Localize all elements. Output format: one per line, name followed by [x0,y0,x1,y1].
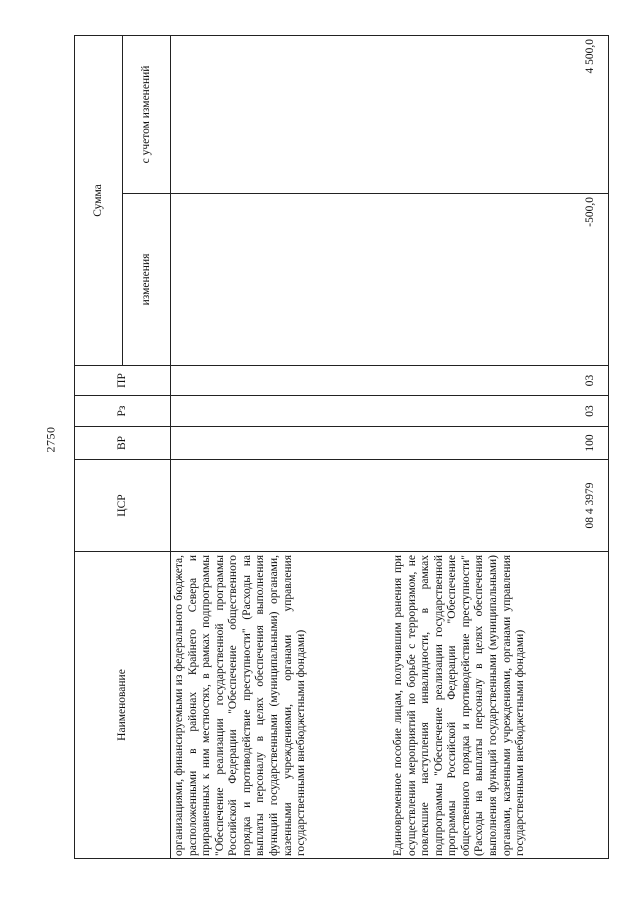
header-changes: изменения [123,194,171,366]
row-rz: 03 [388,396,608,427]
row-name: организациями, финансируемыми из федерального бюджета, расположенными в районах Крайнего Севера и приравненных к ним местностях, в рамках подпрограммы "Обеспечение реализации государственной программы Российской Федерации "Обеспечение общественного порядка и противодействие преступности" (Расходы на выплаты персоналу в целях обеспечения выполнения функций государственными (муниципальными) органами, казенными учреждениями, органами управления государственными внебюджетными фондами) [171,552,389,859]
budget-table [74,35,609,859]
row-changes: -500,0 [388,194,608,366]
row-name: Единовременное пособие лицам, получившим ранения при осуществлении мероприятий по борьбе с терроризмом, не повлекшие наступления инвалидности, в рамках подпрограммы "Обеспечение реализации государственной программы Российской Федерации "Обеспечение общественного порядка и противодействие преступности" (Расходы на выплаты персоналу в целях обеспечения выполнения функций государственными (муниципальными) органами, казенными учреждениями, органами управления государственными внебюджетными фондами) [388,552,608,859]
row-pr [171,366,389,396]
header-vr: ВР [75,427,171,460]
header-csr: ЦСР [75,460,171,552]
header-pr: ПР [75,366,171,396]
row-pr: 03 [388,366,608,396]
row-rz [171,396,389,427]
row-vr: 100 [388,427,608,460]
row-vr [171,427,389,460]
row-csr [171,460,389,552]
table-row [388,35,608,858]
header-name: Наименование [75,552,171,859]
header-rz: Рз [75,396,171,427]
table-row [171,35,389,858]
row-changes [171,194,389,366]
row-csr: 08 4 3979 [388,460,608,552]
rotated-table-frame [74,36,609,859]
header-with-changes: с учетом изменений [123,35,171,193]
header-sum: Сумма [75,35,123,365]
row-with-changes: 4 500,0 [388,35,608,193]
row-with-changes [171,35,389,193]
page-number: 2750 [43,426,58,453]
